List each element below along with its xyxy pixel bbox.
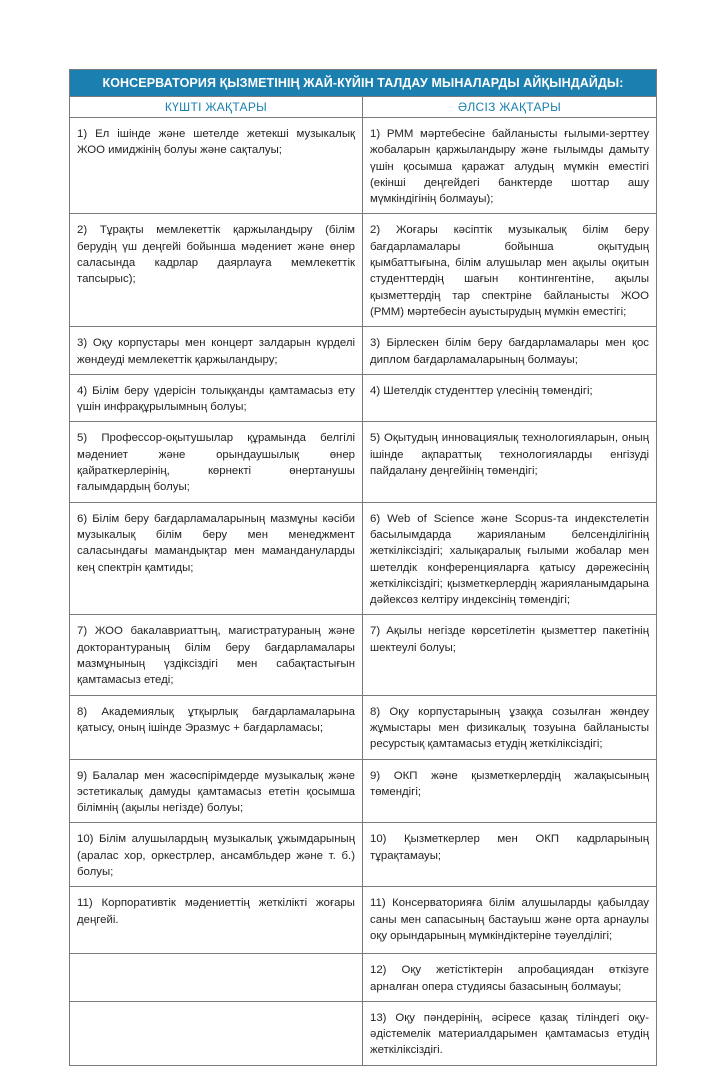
strength-cell: 8) Академиялық ұтқырлық бағдарламаларына қатысу, оның ішінде Эразмус + бағдарламасы; bbox=[70, 695, 363, 759]
weakness-cell: 5) Оқытудың инновациялық технологияларын, оның ішінде ақпараттық технологияларды енгізуді пайдалану деңгейінің төмендігі; bbox=[363, 422, 657, 502]
weaknesses-header: ӘЛСІЗ ЖАҚТАРЫ bbox=[363, 97, 657, 118]
strength-cell: 9) Балалар мен жасөспірімдерде музыкалық және эстетикалық дамуды қамтамасыз ететін қосымша білімнің (ақылы негізде) болуы; bbox=[70, 759, 363, 823]
table-row bbox=[70, 422, 657, 502]
weakness-cell: 11) Консерваторияға білім алушыларды қабылдау саны мен сапасының бастауыш және орта арнаулы оқу орындарының мүмкіндіктеріне тәуелділігі; bbox=[363, 887, 657, 954]
weakness-cell: 1) РММ мәртебесіне байланысты ғылыми-зерттеу жобаларын қаржыландыру және ғылымды дамыту үшін қосымша қаражат алудың мүмкін еместігі (екінші деңгейдегі банктерде шоттар ашу мүмкіндігінің болмауы); bbox=[363, 118, 657, 214]
table-row bbox=[70, 823, 657, 887]
strengths-header: КҮШТІ ЖАҚТАРЫ bbox=[70, 97, 363, 118]
table-title: КОНСЕРВАТОРИЯ ҚЫЗМЕТІНІҢ ЖАЙ-КҮЙІН ТАЛДАУ МЫНАЛАРДЫ АЙҚЫНДАЙДЫ: bbox=[70, 70, 657, 97]
table-row bbox=[70, 954, 657, 1002]
table-row bbox=[70, 214, 657, 327]
weakness-cell: 12) Оқу жетістіктерін апробациядан өткізуге арналған опера студиясы базасының болмауы; bbox=[363, 954, 657, 1002]
weakness-cell: 4) Шетелдік студенттер үлесінің төмендігі; bbox=[363, 374, 657, 422]
strength-cell bbox=[70, 1001, 363, 1065]
weakness-cell: 8) Оқу корпустарының ұзаққа созылған жөндеу жұмыстары мен физикалық тозуына байланысты ресурстық қамтамасыз етудің жеткіліксіздігі; bbox=[363, 695, 657, 759]
swot-table bbox=[69, 69, 657, 1066]
weakness-cell: 13) Оқу пәндерінің, әсіресе қазақ тіліндегі оқу-әдістемелік материалдарымен қамтамасыз етудің жеткіліксіздігі. bbox=[363, 1001, 657, 1065]
table-row bbox=[70, 327, 657, 375]
strength-cell: 4) Білім беру үдерісін толыққанды қамтамасыз ету үшін инфрақұрылымның болуы; bbox=[70, 374, 363, 422]
table-row bbox=[70, 695, 657, 759]
weakness-cell: 9) ОКП және қызметкерлердің жалақысының төмендігі; bbox=[363, 759, 657, 823]
weakness-cell: 2) Жоғары кәсіптік музыкалық білім беру бағдарламалары бойынша оқытудың қымбаттығына, білім алушылар мен ақылы оқитын студенттердің шағын контингентіне, ақылы қызметтердің тар спектріне байланысты ЖОО (РММ) мәртебесін ауыстырудың мүмкін еместігі; bbox=[363, 214, 657, 327]
table-row bbox=[70, 374, 657, 422]
title-row bbox=[70, 70, 657, 97]
table-row bbox=[70, 615, 657, 695]
weakness-cell: 10) Қызметкерлер мен ОКП кадрларының тұрақтамауы; bbox=[363, 823, 657, 887]
column-header-row bbox=[70, 97, 657, 118]
strength-cell bbox=[70, 954, 363, 1002]
strength-cell: 2) Тұрақты мемлекеттік қаржыландыру (білім берудің үш деңгейі бойынша мәдениет және өнер саласында кадрлар даярлауға мемлекеттік тапсырыс); bbox=[70, 214, 363, 327]
table-row bbox=[70, 118, 657, 214]
swot-document bbox=[69, 69, 656, 1066]
weakness-cell: 7) Ақылы негізде көрсетілетін қызметтер пакетінің шектеулі болуы; bbox=[363, 615, 657, 695]
table-row bbox=[70, 502, 657, 615]
strength-cell: 6) Білім беру бағдарламаларының мазмұны кәсіби музыкалық білім беру мен менеджмент саласындағы мамандықтар мен мамандануларды кең спектрін қамтиды; bbox=[70, 502, 363, 615]
strength-cell: 10) Білім алушылардың музыкалық ұжымдарының (аралас хор, оркестрлер, ансамбльдер және т. б.) болуы; bbox=[70, 823, 363, 887]
table-row bbox=[70, 1001, 657, 1065]
strength-cell: 5) Профессор-оқытушылар құрамында белгілі мәдениет және орындаушылық өнер қайраткерлерінің, көрнекті өнертанушы ғалымдардың болуы; bbox=[70, 422, 363, 502]
weakness-cell: 6) Web of Science және Scopus-та индекстелетін басылымдарда жарияланым белсенділігінің жеткіліксіздігі; халықаралық ғылыми жобалар мен шетелдік конференцияларға қатысу дәрежесінің жеткіліксіздігі; қызметкерлердің жарияланымдарына дәйексөз келтіру индексінің төмендігі; bbox=[363, 502, 657, 615]
table-row bbox=[70, 759, 657, 823]
strength-cell: 11) Корпоративтік мәдениеттің жеткілікті жоғары деңгейі. bbox=[70, 887, 363, 954]
strength-cell: 3) Оқу корпустары мен концерт залдарын күрделі жөндеуді мемлекеттік қаржыландыру; bbox=[70, 327, 363, 375]
table-row bbox=[70, 887, 657, 954]
strength-cell: 1) Ел ішінде және шетелде жетекші музыкалық ЖОО имиджінің болуы және сақталуы; bbox=[70, 118, 363, 214]
strength-cell: 7) ЖОО бакалавриаттың, магистратураның және докторантураның білім беру бағдарламалары мазмұнының үздіксіздігі мен сабақтастығын қамтамасыз етеді; bbox=[70, 615, 363, 695]
weakness-cell: 3) Бірлескен білім беру бағдарламалары мен қос диплом бағдарламаларының болмауы; bbox=[363, 327, 657, 375]
